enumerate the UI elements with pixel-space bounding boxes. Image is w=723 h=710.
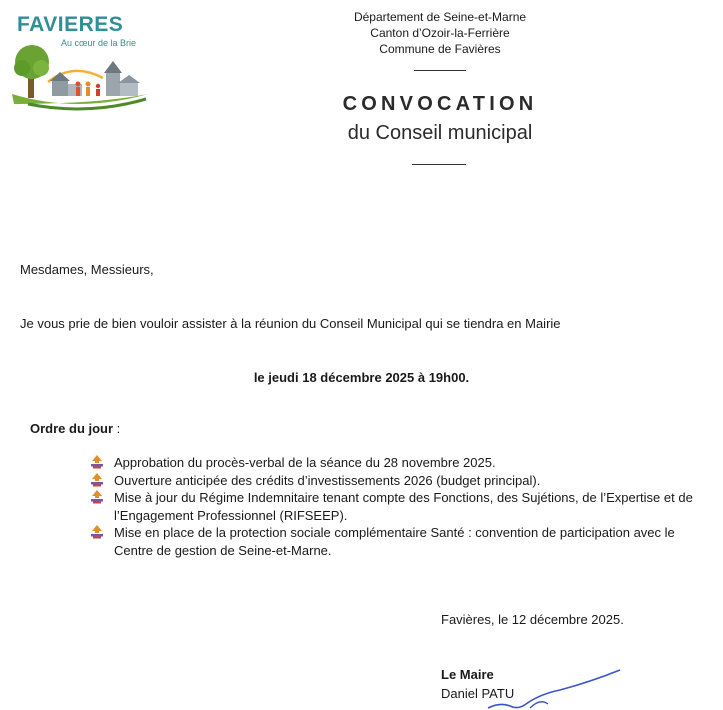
agenda-colon: :	[113, 421, 121, 436]
village-logo-icon	[8, 44, 150, 114]
agenda-item-text: Ouverture anticipée des crédits d’investissements 2026 (budget principal).	[114, 472, 541, 488]
logo-subtitle: Au cœur de la Brie	[61, 38, 137, 48]
greeting: Mesdames, Messieurs,	[20, 262, 154, 277]
arrow-bullet-icon	[90, 455, 104, 469]
mayor-name: Daniel PATU	[441, 686, 515, 701]
agenda-item	[90, 472, 710, 490]
arrow-bullet-icon	[90, 473, 104, 487]
mayor-title: Le Maire	[441, 667, 494, 682]
header-divider	[414, 70, 466, 71]
agenda-item	[90, 489, 710, 524]
agenda-label: Ordre du jour	[30, 421, 114, 436]
arrow-bullet-icon	[90, 525, 104, 539]
document-subtitle: du Conseil municipal	[347, 122, 533, 144]
agenda-heading	[30, 420, 120, 437]
agenda-item	[90, 454, 710, 472]
intro-paragraph: Je vous prie de bien vouloir assister à la réunion du Conseil Municipal qui se tiendra en Mairie	[20, 316, 561, 331]
agenda-item-text: Mise en place de la protection sociale complémentaire Santé : convention de participation avec le Centre de gestion de Seine-et-Marne.	[114, 525, 675, 558]
title-divider	[412, 164, 466, 165]
department-line: Département de Seine-et-Marne	[353, 10, 527, 24]
arrow-bullet-icon	[90, 490, 104, 504]
agenda-item	[90, 524, 710, 559]
document-title: CONVOCATION	[342, 93, 538, 115]
agenda-item-text: Mise à jour du Régime Indemnitaire tenant compte des Fonctions, des Sujétions, de l’Expertise et de l’Engagement Professionnel (RIFSEEP).	[114, 490, 693, 523]
canton-line: Canton d’Ozoir-la-Ferrière	[370, 26, 510, 40]
logo-title: FAVIERES	[17, 13, 124, 36]
agenda-item-text: Approbation du procès-verbal de la séance du 28 novembre 2025.	[114, 455, 496, 470]
meeting-date: le jeudi 18 décembre 2025 à 19h00.	[253, 370, 470, 385]
place-and-date: Favières, le 12 décembre 2025.	[441, 612, 624, 627]
administrative-header	[300, 9, 580, 57]
signature-icon	[470, 668, 630, 710]
agenda-list	[90, 454, 710, 559]
commune-line: Commune de Favières	[379, 42, 501, 56]
